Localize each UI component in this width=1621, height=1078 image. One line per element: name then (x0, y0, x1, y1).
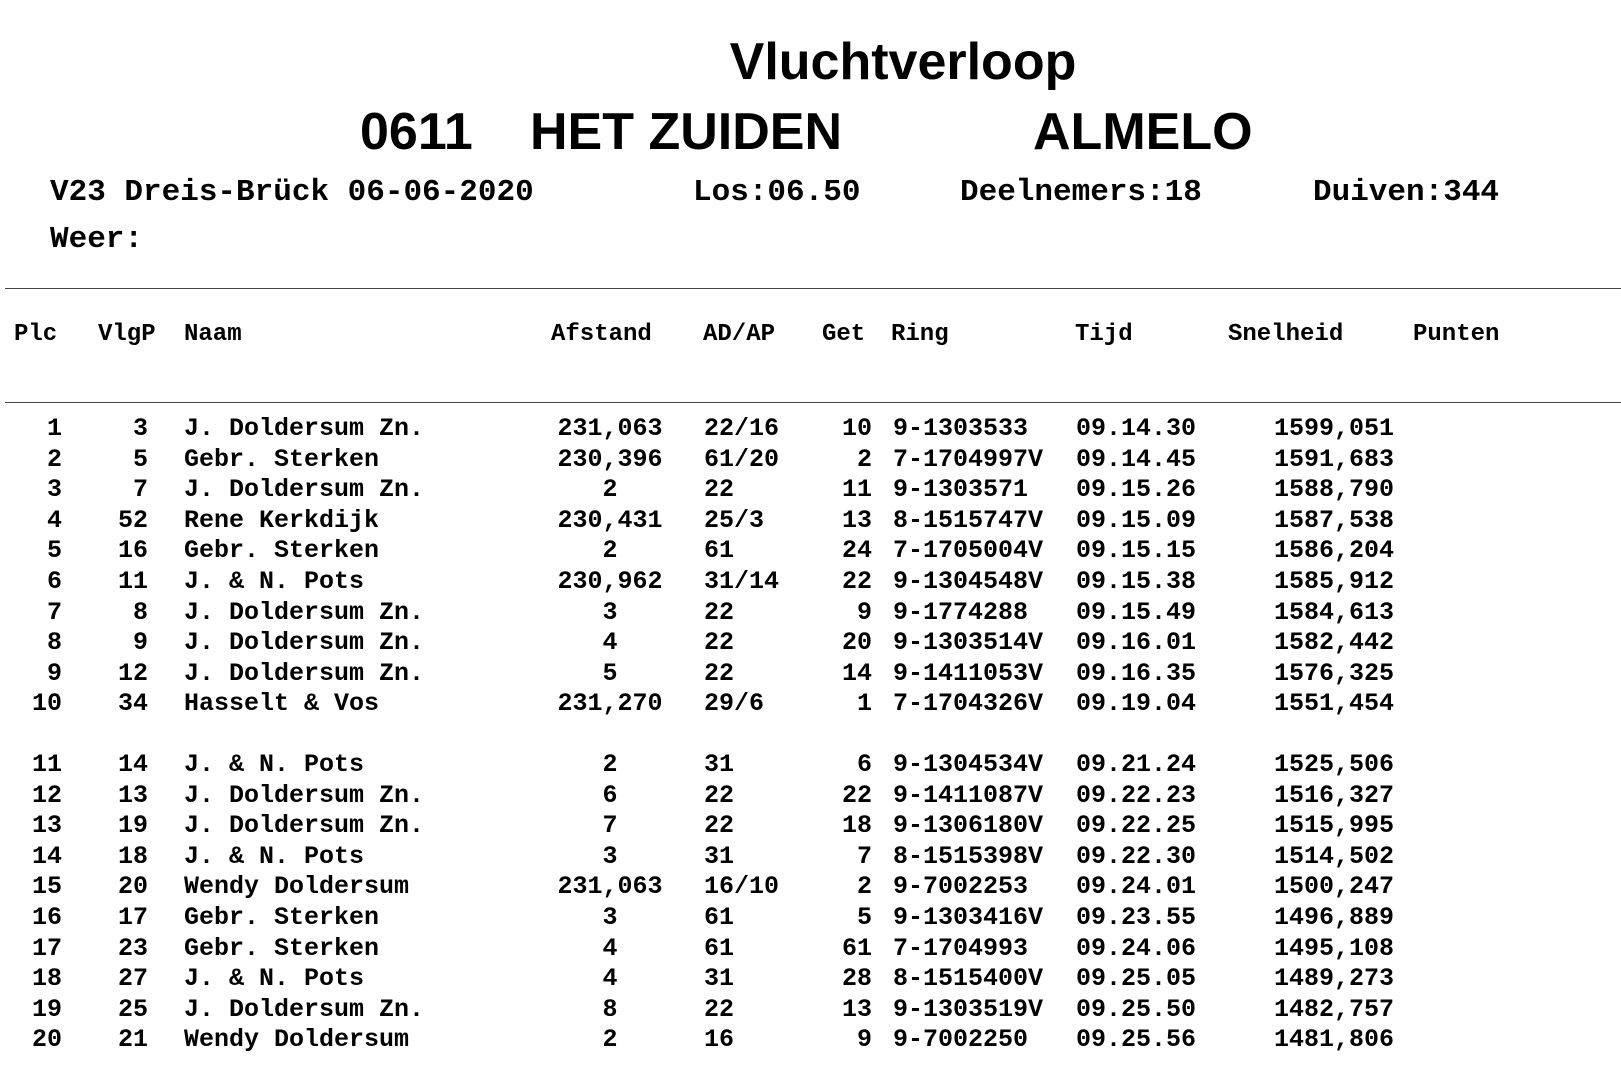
cell-get: 24 (841, 536, 872, 566)
cell-adap: 22 (704, 597, 735, 627)
cell-afstand: 230,431 (557, 505, 663, 535)
header-vlgp: VlgP (98, 321, 156, 348)
cell-tijd: 09.14.30 (1076, 414, 1197, 443)
table-row (0, 934, 1621, 964)
table-row (0, 659, 1621, 689)
header-ring: Ring (891, 321, 949, 348)
cell-ring: 9-1306180V (893, 811, 1044, 841)
cell-adap: 22 (704, 475, 735, 505)
cell-get: 22 (841, 780, 872, 810)
cell-tijd: 09.25.56 (1076, 1025, 1197, 1055)
cell-tijd: 09.21.24 (1076, 750, 1197, 779)
table-row (0, 995, 1621, 1025)
cell-snelheid: 1588,790 (1273, 475, 1394, 505)
header-tijd: Tijd (1075, 321, 1133, 348)
cell-adap: 16 (704, 1025, 735, 1055)
race-info: V23 Dreis-Brück 06-06-2020 (50, 175, 534, 210)
cell-afstand: 8 (602, 994, 618, 1024)
header-naam: Naam (184, 321, 242, 348)
cell-snelheid: 1516,327 (1273, 780, 1394, 810)
cell-plc: 14 (31, 841, 62, 871)
cell-naam: Wendy Doldersum (184, 872, 410, 902)
cell-get: 22 (841, 567, 872, 596)
club-place: ALMELO (1033, 103, 1253, 161)
cell-naam: J. & N. Pots (184, 567, 365, 596)
club-name: HET ZUIDEN (530, 103, 842, 161)
cell-adap: 61 (704, 536, 735, 566)
cell-get: 2 (856, 872, 872, 902)
cell-get: 9 (856, 1025, 872, 1055)
cell-vlgp: 13 (117, 780, 148, 810)
cell-afstand: 230,962 (557, 567, 663, 596)
table-row (0, 414, 1621, 444)
cell-vlgp: 52 (117, 505, 148, 535)
cell-tijd: 09.23.55 (1076, 903, 1197, 932)
table-row (0, 750, 1621, 780)
cell-afstand: 4 (602, 964, 618, 994)
cell-vlgp: 7 (132, 475, 148, 505)
table-row (0, 628, 1621, 658)
cell-plc: 4 (46, 505, 62, 535)
table-row (0, 536, 1621, 566)
table-row (0, 567, 1621, 597)
cell-vlgp: 16 (117, 536, 148, 566)
cell-tijd: 09.15.38 (1076, 567, 1197, 596)
cell-plc: 20 (31, 1025, 62, 1055)
cell-adap: 61 (704, 933, 735, 963)
cell-naam: Gebr. Sterken (184, 536, 380, 566)
cell-adap: 22 (704, 994, 735, 1024)
cell-snelheid: 1586,204 (1273, 536, 1394, 566)
cell-tijd: 09.15.26 (1076, 475, 1197, 505)
cell-plc: 7 (46, 597, 62, 627)
cell-snelheid: 1489,273 (1273, 964, 1394, 994)
release-time: Los:06.50 (693, 175, 861, 210)
cell-get: 28 (841, 964, 872, 994)
divider-top (5, 288, 1621, 289)
cell-adap: 22 (704, 811, 735, 841)
cell-adap: 31 (704, 841, 735, 871)
cell-naam: Wendy Doldersum (184, 1025, 410, 1055)
cell-adap: 22/16 (704, 414, 780, 443)
cell-naam: J. Doldersum Zn. (184, 475, 425, 505)
cell-adap: 61/20 (704, 444, 780, 474)
table-row (0, 598, 1621, 628)
cell-afstand: 2 (602, 1025, 618, 1055)
table-row (0, 475, 1621, 505)
cell-snelheid: 1515,995 (1273, 811, 1394, 841)
cell-ring: 9-1303416V (893, 903, 1044, 932)
header-plc: Plc (14, 321, 58, 348)
cell-adap: 31/14 (704, 567, 780, 596)
cell-adap: 29/6 (704, 689, 765, 719)
cell-vlgp: 18 (117, 841, 148, 871)
cell-get: 18 (841, 811, 872, 841)
cell-adap: 25/3 (704, 505, 765, 535)
cell-get: 10 (841, 414, 872, 443)
cell-naam: J. & N. Pots (184, 841, 365, 871)
table-row (0, 964, 1621, 994)
cell-naam: J. & N. Pots (184, 750, 365, 779)
cell-afstand: 2 (602, 536, 618, 566)
cell-snelheid: 1481,806 (1273, 1025, 1394, 1055)
cell-plc: 10 (31, 689, 62, 719)
cell-snelheid: 1576,325 (1273, 658, 1394, 688)
cell-naam: J. Doldersum Zn. (184, 811, 425, 841)
cell-snelheid: 1514,502 (1273, 841, 1394, 871)
cell-ring: 9-1774288 (893, 597, 1029, 627)
cell-ring: 9-7002253 (893, 872, 1029, 902)
cell-plc: 18 (31, 964, 62, 994)
cell-get: 5 (856, 903, 872, 932)
cell-plc: 17 (31, 933, 62, 963)
cell-tijd: 09.19.04 (1076, 689, 1197, 719)
cell-tijd: 09.22.23 (1076, 780, 1197, 810)
cell-plc: 19 (31, 994, 62, 1024)
cell-plc: 3 (46, 475, 62, 505)
cell-vlgp: 14 (117, 750, 148, 779)
cell-naam: J. Doldersum Zn. (184, 414, 425, 443)
cell-snelheid: 1599,051 (1273, 414, 1394, 443)
cell-tijd: 09.22.25 (1076, 811, 1197, 841)
cell-vlgp: 21 (117, 1025, 148, 1055)
cell-ring: 8-1515400V (893, 964, 1044, 994)
cell-afstand: 3 (602, 841, 618, 871)
cell-snelheid: 1584,613 (1273, 597, 1394, 627)
cell-naam: J. Doldersum Zn. (184, 994, 425, 1024)
header-snelheid: Snelheid (1228, 321, 1344, 348)
cell-vlgp: 3 (132, 414, 148, 443)
cell-snelheid: 1582,442 (1273, 628, 1394, 658)
table-row (0, 506, 1621, 536)
cell-vlgp: 8 (132, 597, 148, 627)
cell-afstand: 231,063 (557, 872, 663, 902)
cell-adap: 22 (704, 658, 735, 688)
cell-vlgp: 5 (132, 444, 148, 474)
cell-afstand: 3 (602, 903, 618, 932)
cell-ring: 9-1304534V (893, 750, 1044, 779)
cell-get: 13 (841, 505, 872, 535)
cell-plc: 6 (46, 567, 62, 596)
cell-afstand: 6 (602, 780, 618, 810)
weather-label: Weer: (50, 222, 144, 257)
cell-vlgp: 20 (117, 872, 148, 902)
cell-afstand: 231,270 (557, 689, 663, 719)
cell-snelheid: 1495,108 (1273, 933, 1394, 963)
cell-tijd: 09.24.01 (1076, 872, 1197, 902)
cell-afstand: 2 (602, 750, 618, 779)
table-row (0, 445, 1621, 475)
cell-vlgp: 9 (132, 628, 148, 658)
header-afstand: Afstand (551, 321, 652, 348)
header-get: Get (822, 321, 866, 348)
cell-vlgp: 25 (117, 994, 148, 1024)
cell-ring: 8-1515398V (893, 841, 1044, 871)
cell-vlgp: 34 (117, 689, 148, 719)
cell-plc: 15 (31, 872, 62, 902)
cell-naam: Gebr. Sterken (184, 444, 380, 474)
cell-plc: 2 (46, 444, 62, 474)
cell-adap: 22 (704, 628, 735, 658)
cell-naam: J. Doldersum Zn. (184, 658, 425, 688)
cell-afstand: 5 (602, 658, 618, 688)
cell-tijd: 09.16.01 (1076, 628, 1197, 658)
cell-adap: 31 (704, 750, 735, 779)
cell-tijd: 09.24.06 (1076, 933, 1197, 963)
cell-naam: Gebr. Sterken (184, 933, 380, 963)
cell-get: 7 (856, 841, 872, 871)
cell-get: 9 (856, 597, 872, 627)
cell-vlgp: 23 (117, 933, 148, 963)
table-row (0, 1025, 1621, 1055)
cell-ring: 7-1704326V (893, 689, 1044, 719)
cell-afstand: 7 (602, 811, 618, 841)
cell-ring: 9-1303571 (893, 475, 1029, 505)
cell-snelheid: 1587,538 (1273, 505, 1394, 535)
cell-plc: 13 (31, 811, 62, 841)
cell-naam: Hasselt & Vos (184, 689, 380, 719)
participant-count: Deelnemers:18 (960, 175, 1202, 210)
cell-ring: 9-1304548V (893, 567, 1044, 596)
cell-tijd: 09.15.09 (1076, 505, 1197, 535)
cell-plc: 12 (31, 780, 62, 810)
cell-vlgp: 27 (117, 964, 148, 994)
cell-naam: J. Doldersum Zn. (184, 628, 425, 658)
header-punten: Punten (1413, 321, 1500, 348)
cell-ring: 7-1704997V (893, 444, 1044, 474)
cell-snelheid: 1585,912 (1273, 567, 1394, 596)
cell-get: 20 (841, 628, 872, 658)
cell-snelheid: 1500,247 (1273, 872, 1394, 902)
cell-naam: J. & N. Pots (184, 964, 365, 994)
cell-ring: 7-1705004V (893, 536, 1044, 566)
cell-get: 61 (841, 933, 872, 963)
cell-tijd: 09.25.05 (1076, 964, 1197, 994)
cell-naam: Gebr. Sterken (184, 903, 380, 932)
cell-get: 1 (856, 689, 872, 719)
club-code: 0611 (360, 103, 473, 161)
cell-adap: 61 (704, 903, 735, 932)
cell-ring: 9-7002250 (893, 1025, 1029, 1055)
cell-adap: 16/10 (704, 872, 780, 902)
cell-vlgp: 11 (117, 567, 148, 596)
cell-tijd: 09.15.49 (1076, 597, 1197, 627)
cell-naam: J. Doldersum Zn. (184, 780, 425, 810)
cell-naam: Rene Kerkdijk (184, 505, 380, 535)
cell-afstand: 3 (602, 597, 618, 627)
cell-plc: 16 (31, 903, 62, 932)
cell-get: 13 (841, 994, 872, 1024)
cell-vlgp: 17 (117, 903, 148, 932)
table-row (0, 811, 1621, 841)
pigeon-count: Duiven:344 (1313, 175, 1500, 210)
cell-get: 14 (841, 658, 872, 688)
cell-snelheid: 1482,757 (1273, 994, 1394, 1024)
cell-get: 11 (841, 475, 872, 505)
table-row (0, 842, 1621, 872)
cell-get: 2 (856, 444, 872, 474)
cell-afstand: 4 (602, 628, 618, 658)
cell-ring: 9-1303519V (893, 994, 1044, 1024)
cell-tijd: 09.15.15 (1076, 536, 1197, 566)
cell-afstand: 230,396 (557, 444, 663, 474)
cell-tijd: 09.25.50 (1076, 994, 1197, 1024)
cell-plc: 8 (46, 628, 62, 658)
table-row (0, 689, 1621, 719)
cell-afstand: 2 (602, 475, 618, 505)
cell-snelheid: 1591,683 (1273, 444, 1394, 474)
header-adap: AD/AP (703, 321, 776, 348)
cell-plc: 9 (46, 658, 62, 688)
cell-adap: 31 (704, 964, 735, 994)
cell-plc: 11 (31, 750, 62, 779)
cell-vlgp: 12 (117, 658, 148, 688)
cell-snelheid: 1525,506 (1273, 750, 1394, 779)
cell-ring: 9-1303533 (893, 414, 1029, 443)
table-row (0, 872, 1621, 902)
cell-adap: 22 (704, 780, 735, 810)
table-row (0, 781, 1621, 811)
divider-header (5, 402, 1621, 403)
cell-vlgp: 19 (117, 811, 148, 841)
page-title: Vluchtverloop (729, 33, 1077, 91)
table-row (0, 903, 1621, 933)
cell-get: 6 (856, 750, 872, 779)
cell-tijd: 09.16.35 (1076, 658, 1197, 688)
cell-plc: 5 (46, 536, 62, 566)
cell-ring: 9-1303514V (893, 628, 1044, 658)
cell-ring: 9-1411053V (893, 658, 1044, 688)
cell-plc: 1 (46, 414, 62, 443)
cell-tijd: 09.22.30 (1076, 841, 1197, 871)
cell-afstand: 231,063 (557, 414, 663, 443)
cell-ring: 8-1515747V (893, 505, 1044, 535)
cell-naam: J. Doldersum Zn. (184, 597, 425, 627)
cell-tijd: 09.14.45 (1076, 444, 1197, 474)
cell-snelheid: 1496,889 (1273, 903, 1394, 932)
cell-snelheid: 1551,454 (1273, 689, 1394, 719)
cell-afstand: 4 (602, 933, 618, 963)
cell-ring: 7-1704993 (893, 933, 1029, 963)
cell-ring: 9-1411087V (893, 780, 1044, 810)
